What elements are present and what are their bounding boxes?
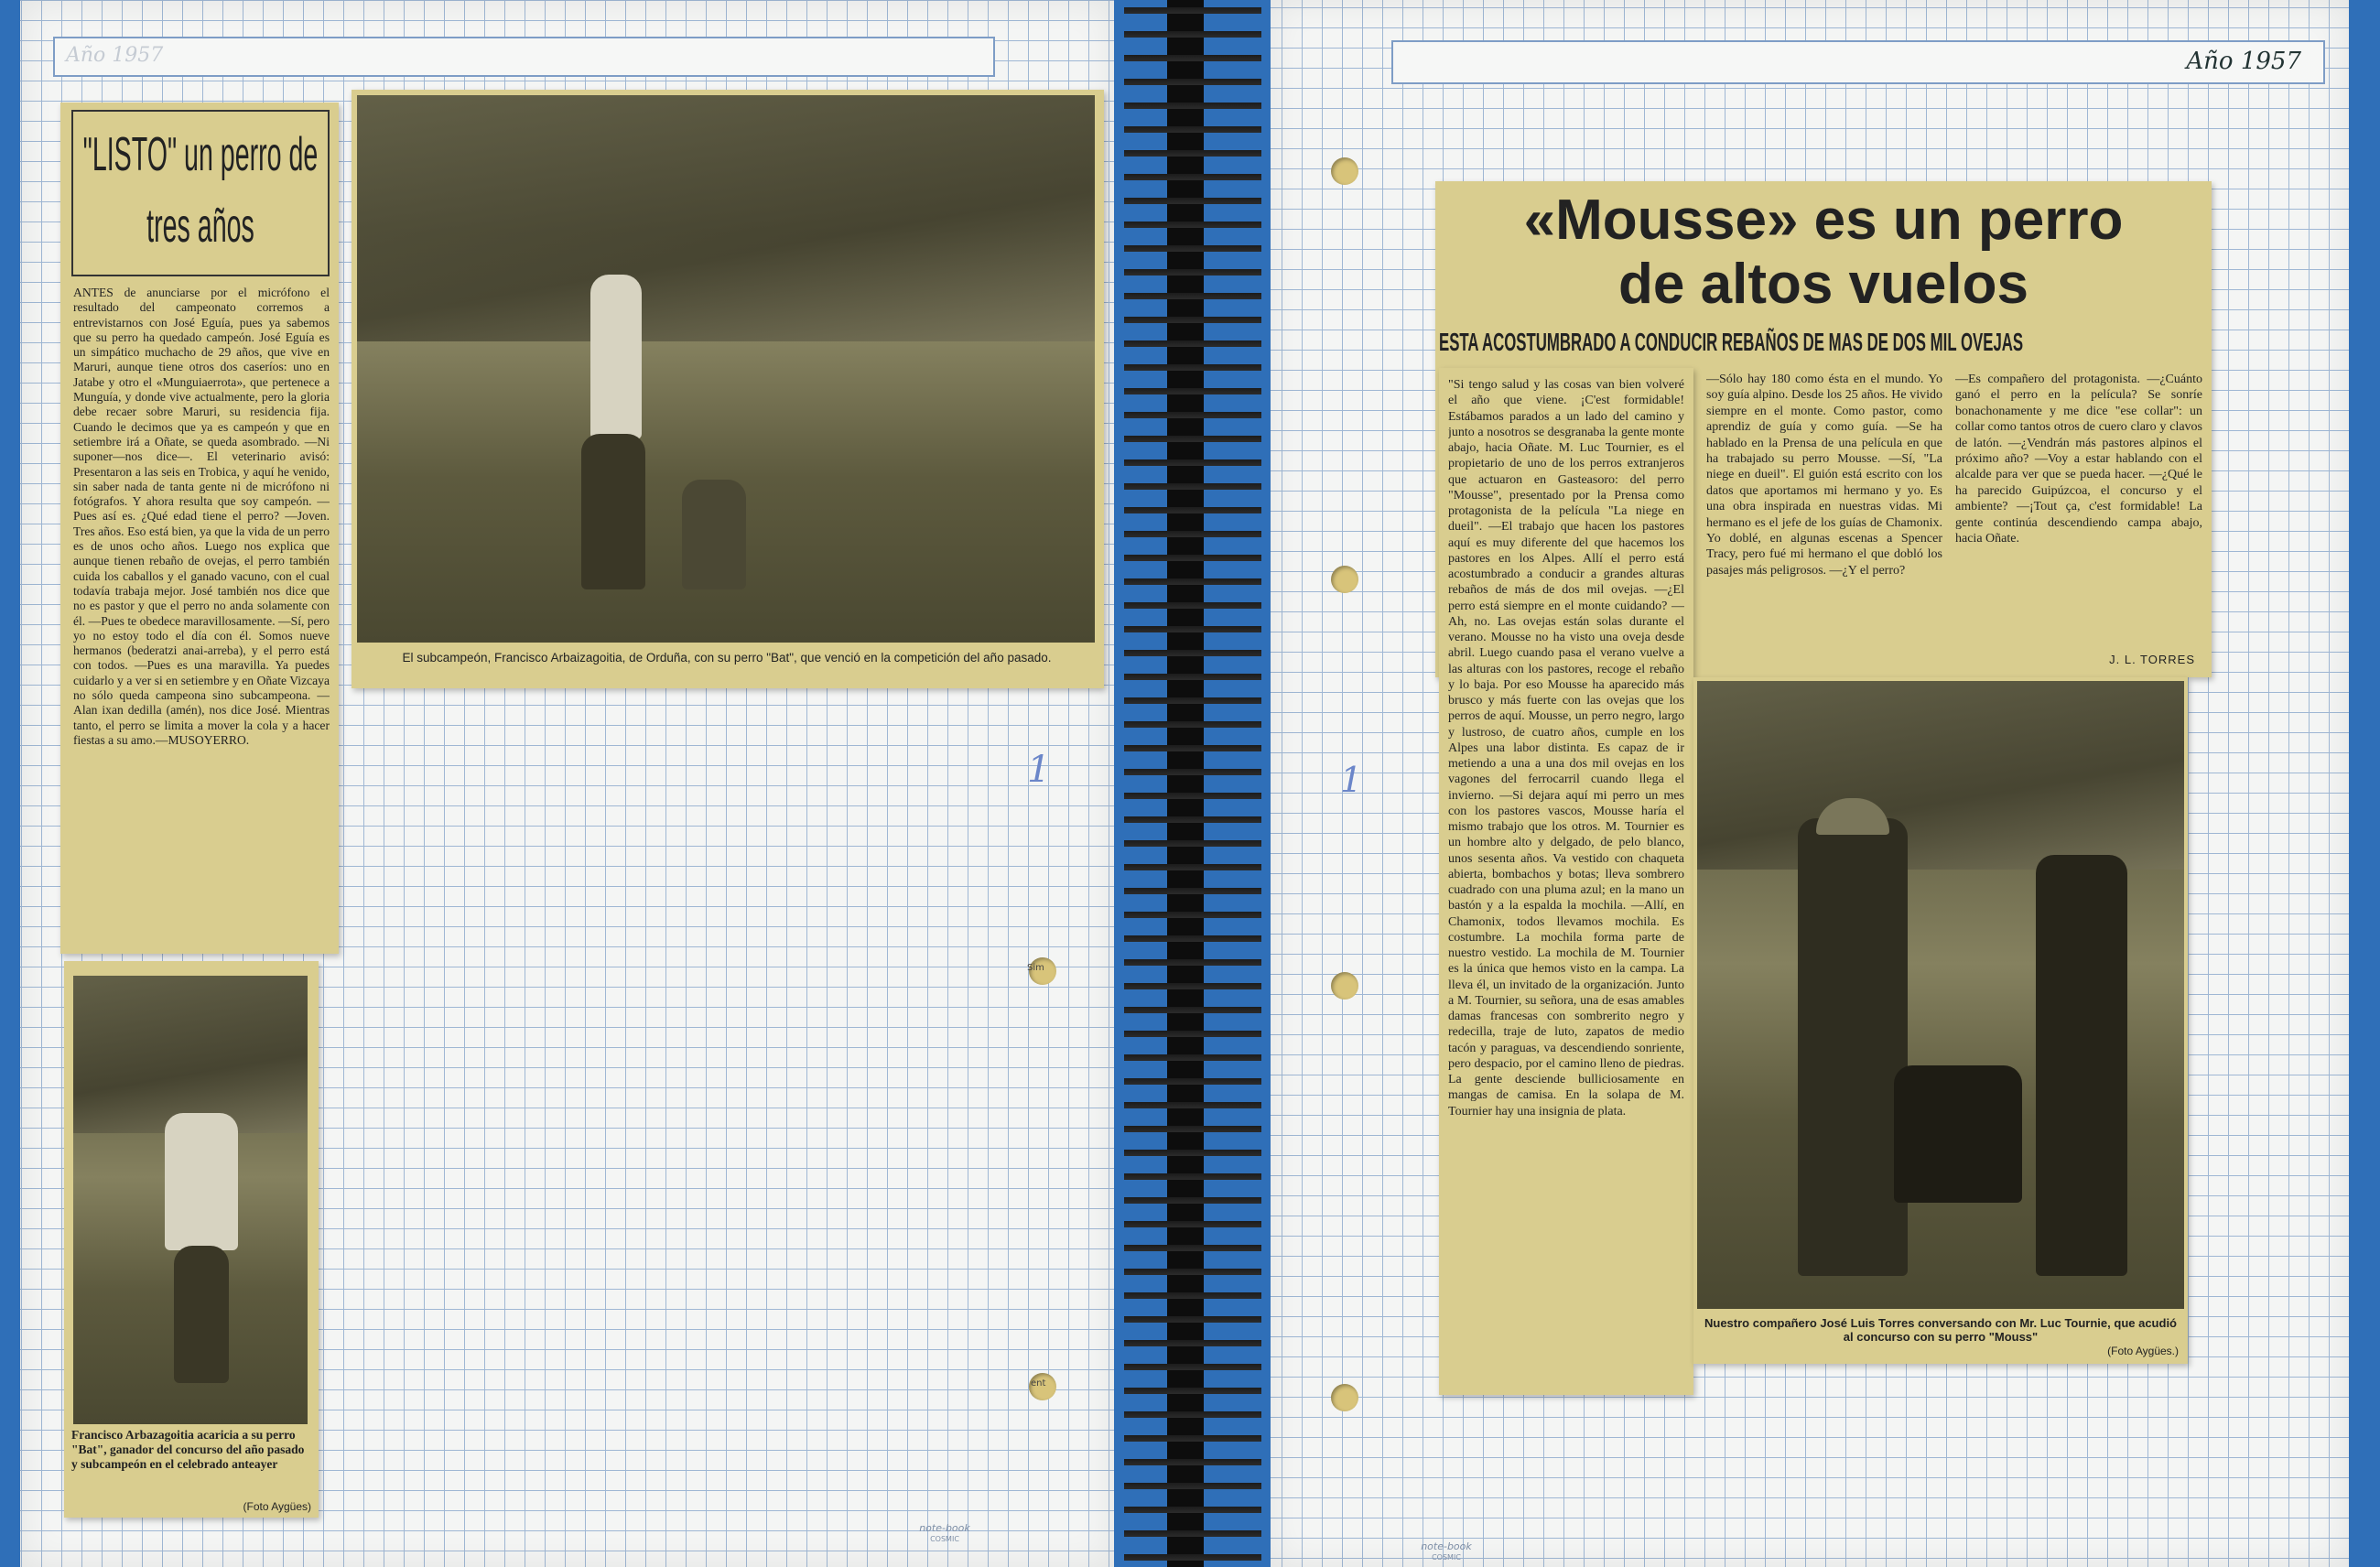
- photo-figure-tournier: [1798, 818, 1908, 1276]
- left-header-box: [53, 37, 995, 77]
- clipping-mousse-column-1: [1439, 368, 1693, 1395]
- photo-tournier-clipping: [1693, 677, 2188, 1364]
- photo-figure-dog: [682, 480, 746, 589]
- photo-subcampeon-caption: El subcampeón, Francisco Arbaizagoitia, de Orduña, con su perro "Bat", que venció en la competición del año pasado.: [402, 651, 1052, 665]
- photo-figure-legs: [581, 434, 645, 589]
- punch-hole: [1331, 157, 1358, 185]
- photo-subcampeon: [357, 95, 1095, 643]
- photo-small-arbazagoitia: [73, 976, 308, 1424]
- hole-label: ent: [1031, 1378, 1046, 1389]
- right-margin-mark: 1: [1340, 760, 1363, 800]
- photo-subcampeon-clipping: [352, 90, 1104, 688]
- punch-hole: [1331, 1384, 1358, 1411]
- left-margin-mark: 1: [1027, 749, 1051, 791]
- photo-hills: [357, 95, 1095, 341]
- photo-small-credit: (Foto Aygües): [243, 1500, 311, 1513]
- photo-small-clipping: [64, 961, 319, 1518]
- mousse-column-3: —Es compañero del protagonista. —¿Cuánto ganó el perro en la película? Se sonríe bonachonamente y me dice "ese collar": un collar como tantos otros de cuero claro y clavos de latón. —¿Vendrán más pastores alpinos el próximo año? —Voy a estar hablando con el alcalde para ver que se pueda hacer. —¿Qué le ha parecido Guipúzcoa, el concurso y el ambiente? —¡Tout ça, c'est formidable! La gente continúa descendiendo campa abajo, hacia Oñate.: [1955, 373, 2202, 546]
- brand-name: note-book: [919, 1522, 970, 1534]
- photo-figure-dog: [1894, 1065, 2022, 1203]
- brand-sub: COSMIC: [930, 1535, 959, 1543]
- right-header-year: Año 1957: [2186, 48, 2301, 75]
- mousse-byline: J. L. TORRES: [2109, 653, 2195, 666]
- clipping-listo-headline-box: [71, 110, 330, 276]
- mousse-column-1: "Si tengo salud y las cosas van bien volveré el año que viene. ¡C'est formidable! Estábamos parados a un lado del camino y junto a nosotros se desgranaba la gente monte abajo, hacia Oñate. M. Luc Tournier, es el propietario de uno de los perros extranjeros que actuaron en Gasteasoro: del perro "Mousse", presentado por la Prensa como protagonista de la película "La niege en dueil". —El trabajo que hacen los pastores aquí es muy diferente del que hacemos los pastores en los Alpes. Allí el perro está acostumbrado a conducir a grandes alturas rebaños de más de dos mil ovejas. —¿El perro está siempre en el monte cuidando? —Ah, no. Las ovejas están solas durante el verano. Mousse no ha visto una oveja desde abril. Luego cuando pasa el verano vuelve a las alturas con los pastores, recoge el rebaño y lo baja. Por eso Mousse ha aparecido más brusco y más fuerte con las ovejas que los perros de aquí. Mousse, un perro negro, largo y lustroso, de cuatro años, cumple en los Alpes una labor distinta. Es capaz de ir metiendo a una a una dos mil ovejas en los vagones del ferrocarril cuando llega el invierno. —Si dejara aquí mi perro un mes con los pastores vascos, Mousse haría el mismo trabajo que los otros. M. Tournier es un hombre alto y delgado, de pelo blanco, unos sesenta años. Va vestido con chaqueta abierta, bombachos y botas; lleva sombrero cuadrado con una pluma azul; en la mano un bastón y a la espalda la mochila. —Allí, en Chamonix, todos llevamos mochila. Es costumbre. La mochila forma parte de nuestro vestido. La mochila de M. Tournier es la única que hemos visto en la campa. La lleva él, un invitado de la organización. Junto a M. Tournier, su señora, una de esas amables damas francesas con sombrerito negro y redecilla, traje de luto, zapatos de medio tacón y paraguas, va descendiendo sonriente, pero despacio, por el camino lleno de piedras. La gente desciende bulliciosamente en mangas de camisa. En la solapa de M. Tournier hay una insignia de plata.: [1448, 378, 1684, 1119]
- notebook-brand: [1401, 1541, 1492, 1563]
- clipping-listo-article: [60, 103, 339, 954]
- photo-tournier: [1697, 681, 2184, 1309]
- mousse-subheadline: ESTA ACOSTUMBRADO A CONDUCIR REBAÑOS DE MAS DE DOS MIL OVEJAS: [1439, 328, 2024, 356]
- photo-hills: [73, 976, 308, 1133]
- photo-tournier-caption: Nuestro compañero José Luis Torres conversando con Mr. Luc Tournie, que acudió al concurso con su perro "Mouss": [1704, 1316, 2177, 1344]
- mousse-headline-line2: de altos vuelos: [1618, 253, 2028, 316]
- left-header-faded-text: Año 1957: [66, 44, 164, 67]
- brand-sub: COSMIC: [1432, 1553, 1461, 1562]
- photo-figure-man: [590, 275, 642, 439]
- spiral-binding: [1124, 0, 1261, 1567]
- clipping-listo-headline: "LISTO" un perro de tres años: [82, 128, 319, 253]
- photo-tournier-credit: (Foto Aygües.): [2107, 1345, 2179, 1357]
- mousse-headline-line1: «Mousse» es un perro: [1523, 189, 2124, 252]
- right-header-box: [1391, 40, 2325, 84]
- brand-name: note-book: [1421, 1540, 1472, 1552]
- photo-figure-journalist: [2036, 855, 2127, 1276]
- mousse-column-2: —Sólo hay 180 como ésta en el mundo. Yo soy guía alpino. Desde los 25 años. He vivido siempre en el monte. Como pastor, como aprendiz de guía y como guía. —Se ha hablado en la Prensa de una película en que ha trabajado su perro Mousse. —Sí, "La niege en dueil". El guión está escrito con los datos que aportamos mi hermano y yo. Es una obra inspirada en nuestras vidas. Mi hermano es el jefe de los guías de Chamonix. Yo doblé, en algunas escenas a Spencer Tracy, pero fué mi hermano el que dobló los pasajes más peligrosos. —¿Y el perro?: [1706, 373, 1942, 578]
- clipping-listo-body: ANTES de anunciarse por el micrófono el resultado del campeonato corremos a entrevistarnos con José Eguía, pues ya sabemos que su perro ha quedado campeón. José Eguía es un simpático muchacho de 29 años, que vive en Maruri, aunque tiene otros dos caseríos: uno en Jatabe y otro el «Munguiaerrota», que pertenece a Munguía, y donde vive actualmente, pero la gloria debe recaer sobre Maruri, su residencia fija. Cuando le decimos que ya es campeón y que en setiembre irá a Oñate, se queda asombrado. —Ni suponer—nos dice—. El veterinario avisó: Presentaron a las seis en Trobica, y aquí he venido, sin saber nada de tanta gente ni de micrófono ni fotógrafos. Y ahora resulta que soy campeón. —Pues así es. ¿Qué edad tiene el perro? —Joven. Tres años. Eso está bien, ya que la vida de un perro es de unos ocho años. Luego nos explica que aunque tienen rebaño de ovejas, el perro también cuida los caballos y el ganado vacuno, con el cual todavía trabaja mejor. José también nos dice que no es pastor y que el perro no anda solamente con él. —Pues te obedece maravillosamente. —Sí, pero yo no estoy todo el día con él. Somos nueve hermanos (bederatzi anai-arreba), y el perro está con todos. —Pues es una maravilla. Ya puedes cuidarlo y a ver si en setiembre y en Oñate Vizcaya no sólo queda campeona sino subcampeona. —Alan ixan dedilla (amén), nos dice José. Mientras tanto, el perro se limita a mover la cola y a hacer fiestas a su amo.—MUSOYERRO.: [73, 286, 330, 747]
- punch-hole: [1331, 566, 1358, 593]
- photo-hills: [1697, 681, 2184, 870]
- punch-hole: [1331, 972, 1358, 1000]
- notebook-brand: [899, 1523, 990, 1545]
- photo-figure-man: [165, 1113, 238, 1250]
- hole-label: Sim: [1027, 963, 1044, 973]
- photo-figure-legs: [174, 1246, 229, 1383]
- photo-small-caption: Francisco Arbazagoitia acaricia a su perro "Bat", ganador del concurso del año pasado y subcampeón en el celebrado anteayer: [71, 1428, 305, 1471]
